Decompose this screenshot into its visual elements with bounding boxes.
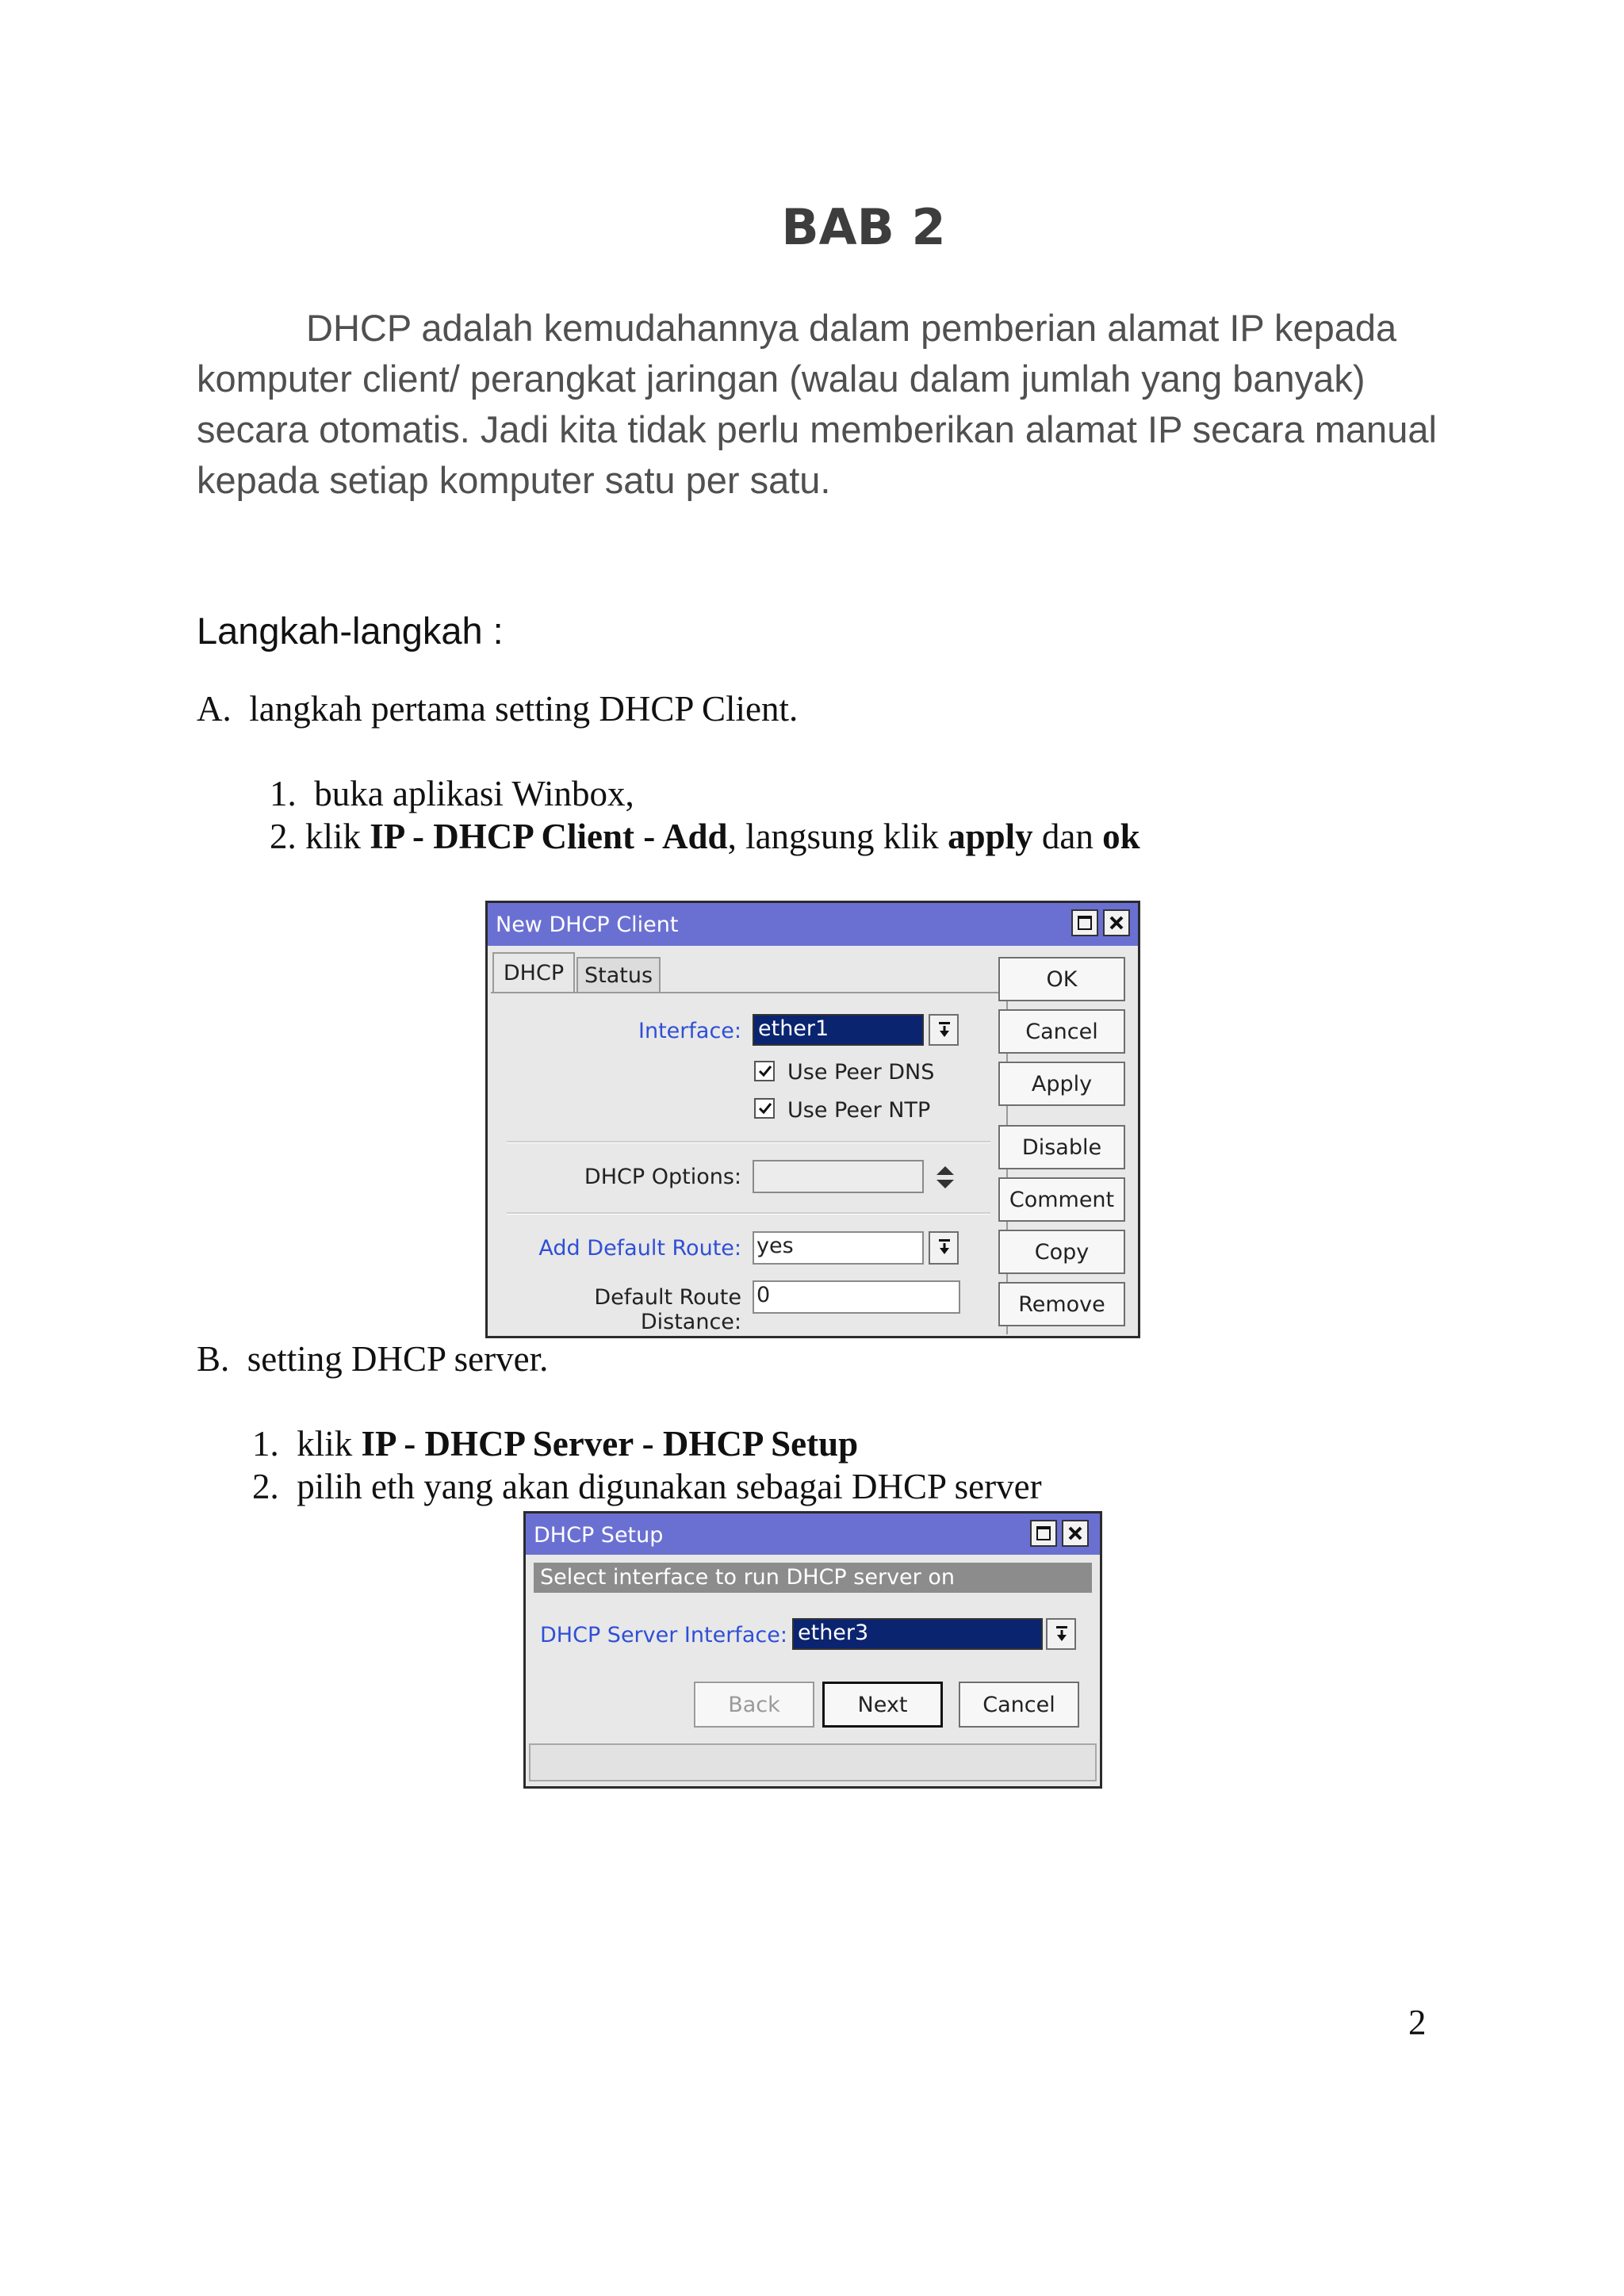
use-peer-ntp-checkbox[interactable] (754, 1098, 775, 1119)
dhcp-server-interface-select[interactable] (792, 1618, 1043, 1650)
cancel-button[interactable]: Cancel (998, 1009, 1125, 1054)
divider (507, 1141, 990, 1143)
disable-button[interactable]: Disable (998, 1125, 1125, 1169)
chevron-down-icon (1055, 1625, 1069, 1643)
default-route-distance-label: Default Route Distance: (594, 1285, 741, 1334)
checkmark-icon (757, 1063, 773, 1079)
maximize-icon[interactable] (1030, 1520, 1057, 1547)
next-button[interactable]: Next (822, 1682, 943, 1728)
step-text: dan (1041, 817, 1094, 856)
menu-path: IP - DHCP Client - Add (370, 817, 728, 856)
steps-heading: Langkah-langkah : (197, 610, 504, 652)
close-icon[interactable] (1062, 1520, 1089, 1547)
step-marker: 1. (270, 774, 297, 813)
dhcp-server-interface-label: DHCP Server Interface: (540, 1623, 787, 1647)
copy-button[interactable]: Copy (998, 1230, 1125, 1274)
page-title: BAB 2 (781, 198, 946, 256)
intro-paragraph: DHCP adalah kemudahannya dalam pemberian alamat IP kepada komputer client/ perangkat jaringan (walau dalam jumlah yang banyak) secara otomatis. Jadi kita tidak perlu memberikan alamat IP secara manual kepada setiap komputer satu per satu. (197, 307, 1437, 501)
use-peer-dns-checkbox[interactable] (754, 1061, 775, 1081)
interface-value: ether3 (798, 1621, 869, 1645)
section-a-step-2 (270, 816, 1140, 857)
step-marker: 2. (252, 1467, 279, 1506)
window-titlebar[interactable] (488, 903, 1138, 946)
window-title: DHCP Setup (534, 1523, 664, 1548)
status-bar (529, 1743, 1097, 1781)
add-default-route-select[interactable]: yes (753, 1231, 924, 1265)
interface-dropdown-button[interactable] (1046, 1618, 1076, 1650)
interface-label: Interface: (638, 1019, 741, 1043)
step-marker: 2. (270, 817, 297, 856)
cancel-button[interactable]: Cancel (959, 1682, 1079, 1728)
step-text: , langsung klik (727, 817, 939, 856)
maximize-icon[interactable] (1071, 909, 1098, 936)
ok-keyword: ok (1102, 817, 1140, 856)
close-icon[interactable] (1103, 909, 1130, 936)
step-marker: 1. (252, 1424, 279, 1464)
tab-status-label: Status (584, 962, 653, 988)
add-default-route-dropdown-button[interactable] (929, 1231, 959, 1265)
tab-dhcp-label: DHCP (503, 960, 565, 985)
interface-select[interactable] (753, 1014, 924, 1046)
section-b-marker: B. (197, 1339, 230, 1379)
divider (507, 1212, 990, 1215)
section-a-heading (197, 688, 798, 729)
page-number: 2 (1408, 2003, 1427, 2042)
interface-value: ether1 (758, 1016, 829, 1041)
updown-icon[interactable] (935, 1165, 956, 1193)
default-route-distance-field[interactable]: 0 (753, 1280, 960, 1314)
chevron-down-icon (937, 1238, 952, 1256)
dhcp-options-label: DHCP Options: (584, 1165, 741, 1189)
back-button[interactable]: Back (694, 1682, 814, 1728)
section-b-step-2 (252, 1466, 1042, 1507)
checkmark-icon (757, 1100, 773, 1116)
menu-path: IP - DHCP Server - DHCP Setup (361, 1424, 859, 1464)
section-b-heading (197, 1338, 548, 1380)
comment-button[interactable]: Comment (998, 1177, 1125, 1222)
ok-button[interactable]: OK (998, 957, 1125, 1001)
remove-button[interactable]: Remove (998, 1282, 1125, 1326)
dhcp-setup-window (523, 1511, 1102, 1789)
window-title: New DHCP Client (496, 913, 679, 937)
use-peer-ntp-label: Use Peer NTP (787, 1098, 931, 1123)
section-b-step-1 (252, 1423, 858, 1464)
instruction-banner: Select interface to run DHCP server on (534, 1563, 1092, 1593)
section-a-step-1 (270, 773, 634, 814)
use-peer-dns-label: Use Peer DNS (787, 1060, 935, 1085)
section-a-text: langkah pertama setting DHCP Client. (249, 689, 799, 729)
window-titlebar[interactable] (526, 1513, 1100, 1555)
chevron-down-icon (937, 1021, 952, 1039)
step-text: klik (305, 817, 362, 856)
section-a-marker: A. (197, 689, 232, 729)
tab-dhcp[interactable] (492, 952, 575, 992)
dhcp-options-field[interactable] (753, 1160, 924, 1193)
apply-button[interactable]: Apply (998, 1062, 1125, 1106)
step-text: pilih eth yang akan digunakan sebagai DHCP server (297, 1467, 1042, 1506)
step-text: klik (297, 1424, 353, 1464)
interface-dropdown-button[interactable] (929, 1014, 959, 1046)
apply-keyword: apply (948, 817, 1033, 856)
section-b-text: setting DHCP server. (247, 1339, 549, 1379)
tab-status[interactable] (576, 957, 661, 992)
step-text: buka aplikasi Winbox, (314, 774, 634, 813)
new-dhcp-client-window (485, 901, 1140, 1338)
add-default-route-label: Add Default Route: (538, 1236, 741, 1261)
